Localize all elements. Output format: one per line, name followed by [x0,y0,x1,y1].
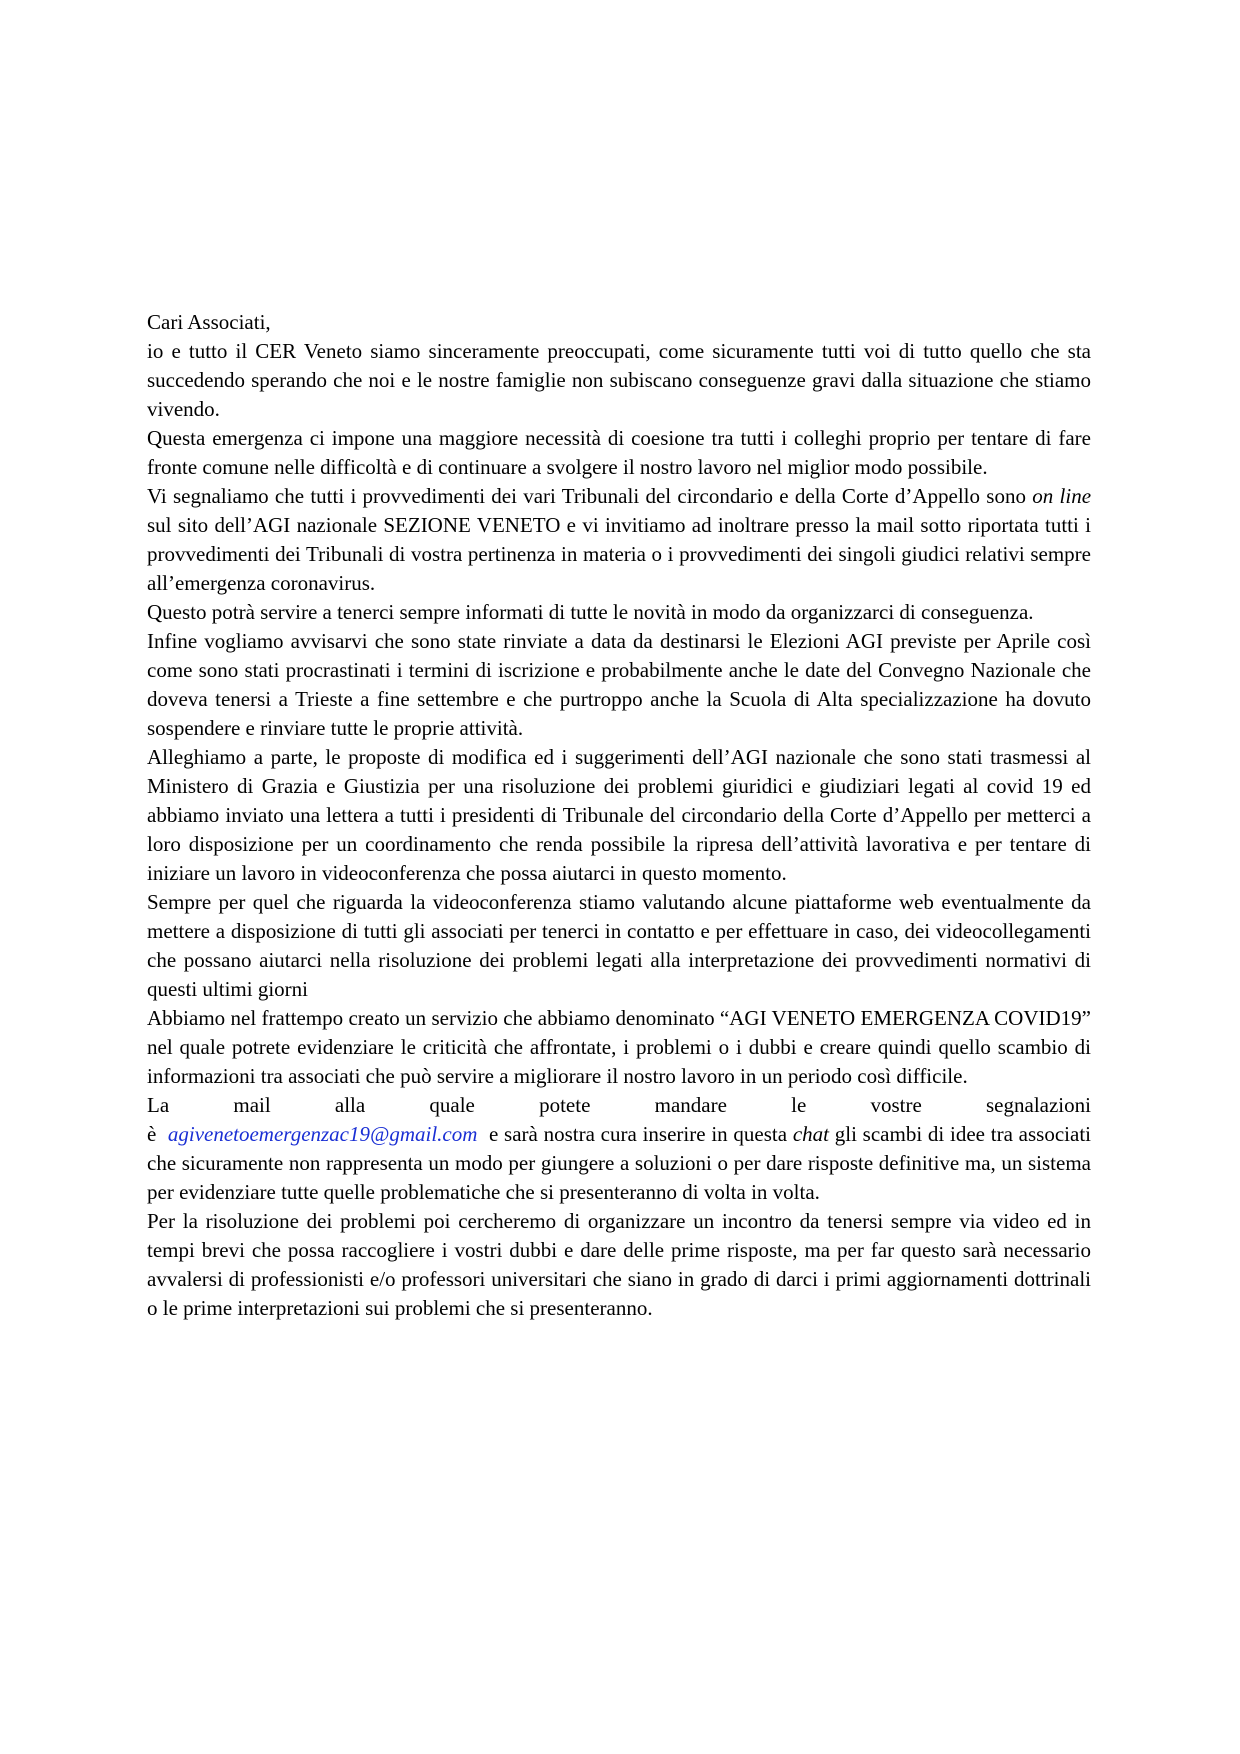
paragraph-provvedimenti-text-a: Vi segnaliamo che tutti i provvedimenti dei vari Tribunali del circondario e della Corte d’Appello sono [147,484,1026,508]
email-intro-word: alla [334,1093,366,1117]
paragraph-proposals: Alleghiamo a parte, le proposte di modifica ed i suggerimenti dell’AGI nazionale che sono stati trasmessi al Ministero di Grazia e Giustizia per una risoluzione dei problemi giuridici e giudiziari legati al covid 19 ed abbiamo inviato una lettera a tutti i presidenti di Tribunale del circondario della Corte d’Appello per metterci a loro disposizione per un coordinamento che renda possibile la ripresa dell’attività lavorativa e per tentare di iniziare un lavoro in videoconferenza che possa aiutarci in questo momento. [147,745,1091,885]
greeting: Cari Associati, [147,310,271,334]
email-intro-word: le [791,1093,807,1117]
online-emphasis: on line [1032,484,1092,508]
email-intro-word: La [147,1093,170,1117]
paragraph-concern: io e tutto il CER Veneto siamo sinceramente preoccupati, come sicuramente tutti voi di tutto quello che sta succedendo sperando che noi e le nostre famiglie non subiscano conseguenze gravi dalla situazione che stiamo vivendo. [147,339,1091,421]
email-intro-word: mandare [654,1093,727,1117]
chat-emphasis: chat [792,1122,829,1146]
paragraph-elections: Infine vogliamo avvisarvi che sono state rinviate a data da destinarsi le Elezioni AGI previste per Aprile così come sono stati procrastinati i termini di iscrizione e probabilmente anche le date del Convegno Nazionale che doveva tenersi a Trieste a fine settembre e che purtroppo anche la Scuola di Alta specializzazione ha dovuto sospendere e rinviare tutte le proprie attività. [147,629,1091,740]
paragraph-videoconference: Sempre per quel che riguarda la videoconferenza stiamo valutando alcune piattaforme web eventualmente da mettere a disposizione di tutti gli associati per tenerci in contatto e per effettuare in caso, dei videocollegamenti che possano aiutarci nella risoluzione dei problemi legati alla interpretazione dei provvedimenti normativi di questi ultimi giorni [147,890,1091,1001]
paragraph-email-text-b: e sarà nostra cura inserire in questa [488,1122,788,1146]
email-link[interactable]: agivenetoemergenzac19@gmail.com [167,1122,478,1146]
email-intro-word: quale [429,1093,475,1117]
paragraph-email [147,1120,1091,1207]
email-e: è [147,1122,157,1146]
email-intro-word: segnalazioni [986,1093,1091,1117]
paragraph-emergency-service: Abbiamo nel frattempo creato un servizio che abbiamo denominato “AGI VENETO EMERGENZA COVID19” nel quale potrete evidenziare le criticità che affrontate, i problemi o i dubbi e creare quindi quello scambio di informazioni tra associati che può servire a migliorare il nostro lavoro in un periodo così difficile. [147,1006,1091,1088]
paragraph-updates: Questo potrà servire a tenerci sempre informati di tutte le novità in modo da organizzarci di conseguenza. [147,600,1034,624]
paragraph-cohesion: Questa emergenza ci impone una maggiore necessità di coesione tra tutti i colleghi proprio per tentare di fare fronte comune nelle difficoltà e di continuare a svolgere il nostro lavoro nel miglior modo possibile. [147,426,1091,479]
paragraph-provvedimenti [147,482,1091,598]
paragraph-provvedimenti-text-b: sul sito dell’AGI nazionale SEZIONE VENETO e vi invitiamo ad inoltrare presso la mail sotto riportata tutti i provvedimenti dei Tribunali di vostra pertinenza in materia o i provvedimenti dei singoli giudici relativi sempre all’emergenza coronavirus. [147,513,1091,595]
email-intro-word: mail [233,1093,271,1117]
email-intro-word: vostre [870,1093,922,1117]
letter-body [147,308,1091,1323]
email-intro-line [147,1091,1091,1120]
paragraph-meeting: Per la risoluzione dei problemi poi cercheremo di organizzare un incontro da tenersi sempre via video ed in tempi brevi che possa raccogliere i vostri dubbi e dare delle prime risposte, ma per far questo sarà necessario avvalersi di professionisti e/o professori universitari che siano in grado di darci i primi aggiornamenti dottrinali o le prime interpretazioni sui problemi che si presenteranno. [147,1209,1091,1320]
email-intro-word: potete [539,1093,591,1117]
paragraph-email-text-c: gli scambi di idee tra associati che sicuramente non rappresenta un modo per giungere a soluzioni o per dare risposte definitive ma, un sistema per evidenziare tutte quelle problematiche che si presenteranno di volta in volta. [147,1122,1091,1204]
